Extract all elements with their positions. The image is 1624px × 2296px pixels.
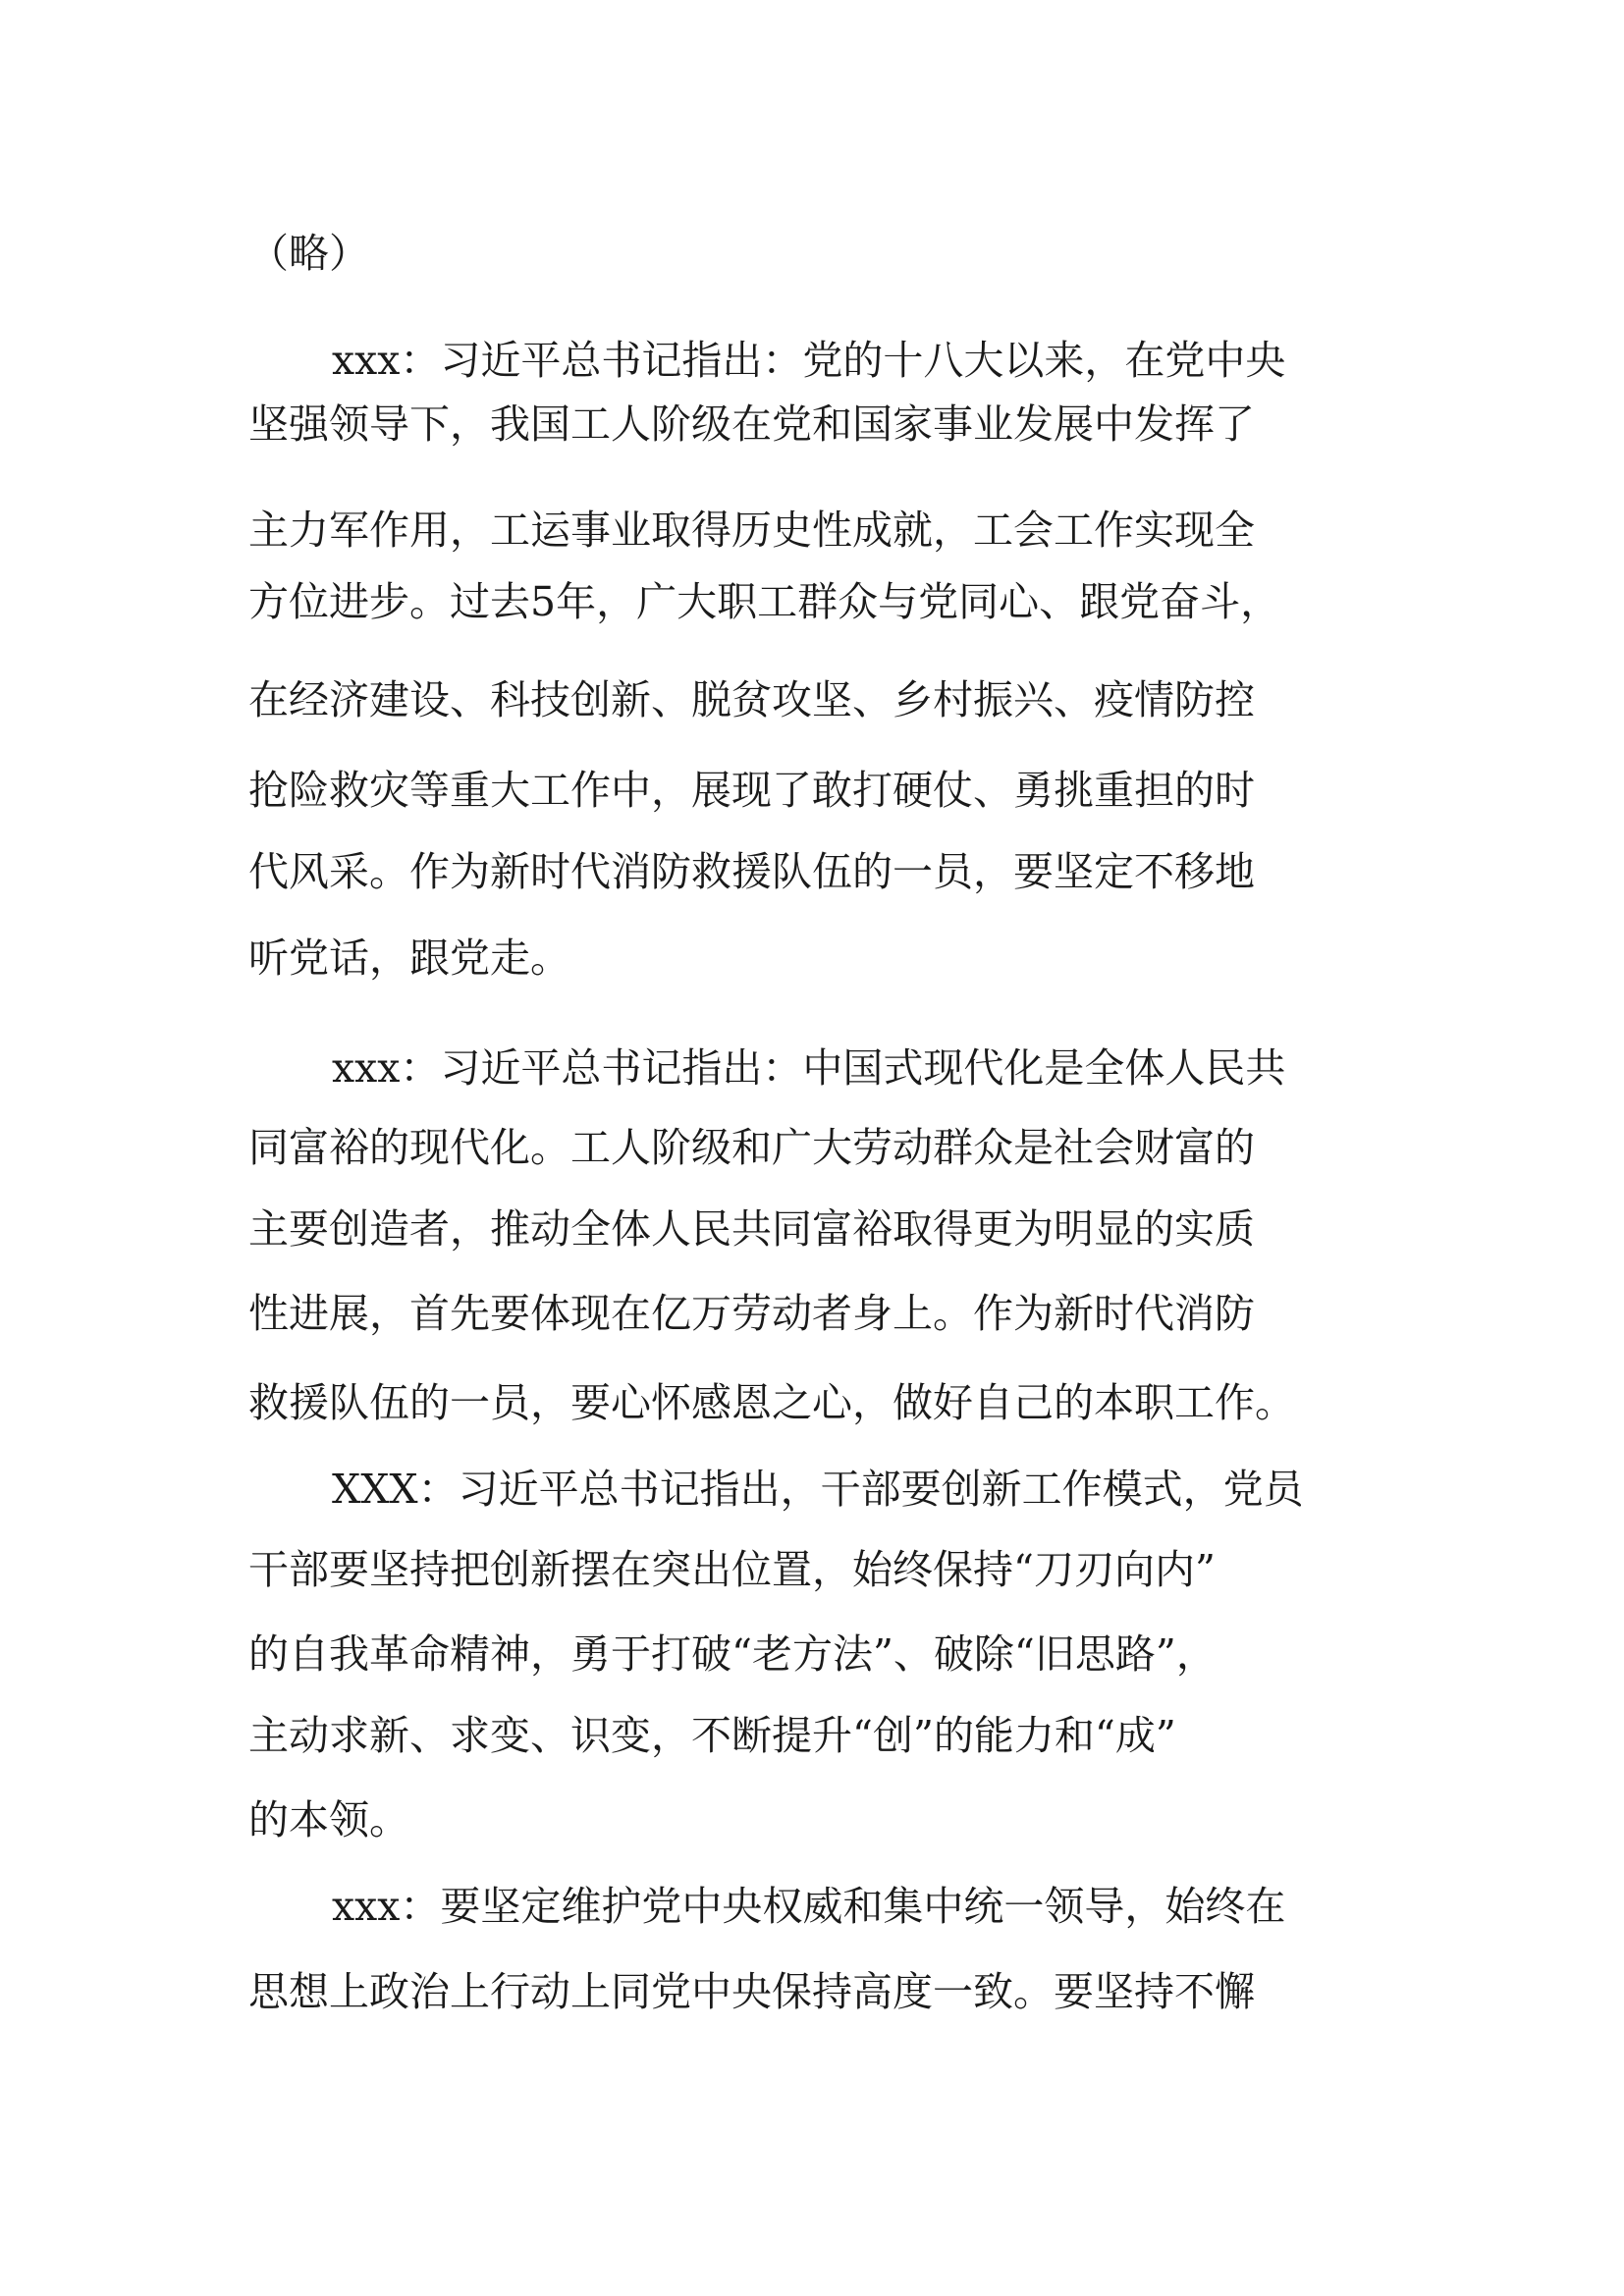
paragraph-1-line-6: 抢险救灾等重大工作中，展现了敢打硬仗、勇挑重担的时 <box>248 767 1255 814</box>
paragraph-3-line-1: XXX：习近平总书记指出，干部要创新工作模式，党员 <box>332 1466 1304 1513</box>
paragraph-1-line-3: 主力军作用，工运事业取得历史性成就，工会工作实现全 <box>248 507 1255 554</box>
paragraph-1-line-4: 方位进步。过去5年，广大职工群众与党同心、跟党奋斗， <box>248 578 1281 625</box>
paragraph-3-line-5: 的本领。 <box>248 1796 409 1843</box>
paragraph-3-line-2: 干部要坚持把创新摆在突出位置，始终保持“刀刃向内” <box>248 1546 1216 1593</box>
paragraph-2-line-5: 救援队伍的一员，要心怀感恩之心，做好自己的本职工作。 <box>248 1379 1295 1426</box>
paragraph-4-line-2: 思想上政治上行动上同党中央保持高度一致。要坚持不懈 <box>248 1968 1255 2015</box>
paragraph-4-line-1: xxx：要坚定维护党中央权威和集中统一领导，始终在 <box>332 1883 1286 1930</box>
paragraph-2-line-3: 主要创造者，推动全体人民共同富裕取得更为明显的实质 <box>248 1205 1255 1253</box>
paragraph-1-line-5: 在经济建设、科技创新、脱贫攻坚、乡村振兴、疫情防控 <box>248 676 1255 723</box>
paragraph-3-line-4: 主动求新、求变、识变，不断提升“创”的能力和“成” <box>248 1712 1176 1759</box>
document-heading: （略） <box>248 230 369 277</box>
paragraph-1-line-8: 听党话，跟党走。 <box>248 934 570 982</box>
paragraph-2-line-2: 同富裕的现代化。工人阶级和广大劳动群众是社会财富的 <box>248 1124 1255 1171</box>
paragraph-1-line-2: 坚强领导下，我国工人阶级在党和国家事业发展中发挥了 <box>248 400 1255 448</box>
paragraph-1-line-7: 代风采。作为新时代消防救援队伍的一员，要坚定不移地 <box>248 848 1255 895</box>
paragraph-2-line-1: xxx：习近平总书记指出：中国式现代化是全体人民共 <box>332 1044 1286 1092</box>
paragraph-1-line-1: xxx：习近平总书记指出：党的十八大以来，在党中央 <box>332 337 1286 384</box>
paragraph-3-line-3: 的自我革命精神，勇于打破“老方法”、破除“旧思路”， <box>248 1630 1217 1678</box>
paragraph-2-line-4: 性进展，首先要体现在亿万劳动者身上。作为新时代消防 <box>248 1290 1255 1337</box>
